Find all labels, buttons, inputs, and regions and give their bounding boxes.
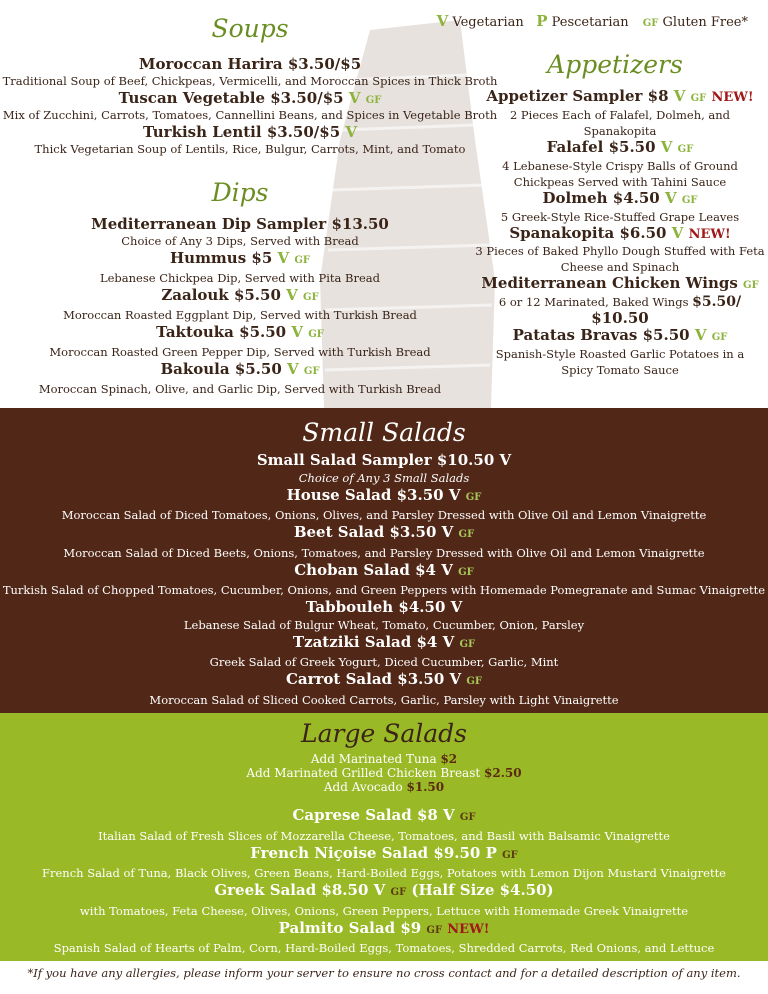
large-salads-addons xyxy=(0,752,768,794)
menu-item-desc: Chickpeas Served with Tahini Sauce xyxy=(513,175,727,189)
menu-item-desc: 5 Greek-Style Rice-Stuffed Grape Leaves xyxy=(500,210,740,224)
pescetarian-label: Pescetarian xyxy=(551,15,629,30)
menu-item-desc: Mix of Zucchini, Carrots, Tomatoes, Cannellini Beans, and Spices in Vegetable Broth xyxy=(2,108,498,122)
menu-item-desc: Moroccan Salad of Sliced Cooked Carrots, Garlic, Parsley with Light Vinaigrette xyxy=(149,692,619,707)
menu-item-name: Hummus $5 V GF xyxy=(169,249,311,267)
gluten-free-mark: GF xyxy=(642,18,659,29)
menu-item-name: Patatas Bravas $5.50 V GF xyxy=(512,326,728,344)
menu-item-desc: Choice of Any 3 Dips, Served with Bread xyxy=(121,234,359,248)
menu-item-desc: 2 Pieces Each of Falafel, Dolmeh, and xyxy=(509,108,731,122)
menu-item-name: Zaalouk $5.50 V GF xyxy=(161,286,319,304)
menu-item-desc: Spanish-Style Roasted Garlic Potatoes in a xyxy=(495,347,745,361)
dietary-legend xyxy=(437,12,748,30)
menu-item-name: Beet Salad $3.50 V GF xyxy=(293,523,475,541)
addon-item: Add Avocado $1.50 xyxy=(323,780,445,794)
menu-item-desc: Spanish Salad of Hearts of Palm, Corn, Hard-Boiled Eggs, Tomatoes, Shredded Carrots, Red Onions, and Lettuce xyxy=(53,941,715,955)
small-salads-list xyxy=(0,451,768,708)
menu-item-name: French Niçoise Salad $9.50 P GF xyxy=(250,843,518,862)
menu-item-desc: Moroccan Salad of Diced Beets, Onions, Tomatoes, and Parsley Dressed with Olive Oil and Lemon Vinaigrette xyxy=(63,545,705,560)
menu-item-desc: 4 Lebanese-Style Crispy Balls of Ground xyxy=(502,159,738,173)
menu-item-desc: Traditional Soup of Beef, Chickpeas, Vermicelli, and Moroccan Spices in Thick Broth xyxy=(2,74,498,88)
menu-item-name: Moroccan Harira $3.50/$5 xyxy=(138,55,362,73)
menu-item-name: Carrot Salad $3.50 V GF xyxy=(285,670,483,688)
pescetarian-mark: P xyxy=(536,12,548,30)
dips-heading: Dips xyxy=(211,178,269,207)
menu-item-desc: Moroccan Roasted Green Pepper Dip, Served with Turkish Bread xyxy=(49,345,431,359)
gluten-free-label: Gluten Free* xyxy=(662,15,748,30)
appetizers-list xyxy=(475,88,765,378)
menu-item-name: Mediterranean Chicken Wings GF xyxy=(481,274,759,292)
vegetarian-label: Vegetarian xyxy=(452,15,524,30)
menu-item-name: Taktouka $5.50 V GF xyxy=(156,323,324,341)
menu-item-name: Greek Salad $8.50 V GF (Half Size $4.50) xyxy=(214,881,554,899)
soups-heading: Soups xyxy=(211,14,289,43)
small-salads-heading: Small Salads xyxy=(302,418,466,447)
menu-item-desc: Moroccan Spinach, Olive, and Garlic Dip, Served with Turkish Bread xyxy=(38,382,442,396)
menu-item-name: Falafel $5.50 V GF xyxy=(546,138,694,156)
menu-item-desc: French Salad of Tuna, Black Olives, Green Beans, Hard-Boiled Eggs, Potatoes with Lemon Dijon Mustard Vinaigrette xyxy=(42,866,726,880)
menu-item-desc: Thick Vegetarian Soup of Lentils, Rice, Bulgur, Carrots, Mint, and Tomato xyxy=(34,142,466,156)
menu-item-desc: Turkish Salad of Chopped Tomatoes, Cucumber, Onions, and Green Peppers with Homemade Pomegranate and Sumac Vinaigrette xyxy=(2,583,766,597)
menu-item-desc: 3 Pieces of Baked Phyllo Dough Stuffed with Feta xyxy=(475,244,765,258)
dips-list xyxy=(0,215,480,397)
menu-item-name: Choban Salad $4 V GF xyxy=(294,560,474,579)
vegetarian-mark: V xyxy=(436,12,449,30)
menu-item-name: Dolmeh $4.50 V GF xyxy=(542,189,698,207)
large-salads-heading: Large Salads xyxy=(301,719,467,748)
menu-item-name: Tabbouleh $4.50 V xyxy=(305,598,463,616)
addon-item: Add Marinated Grilled Chicken Breast $2.50 xyxy=(246,766,522,780)
menu-item-name: Palmito Salad $9 GF NEW! xyxy=(278,918,490,937)
menu-item-desc: Moroccan Salad of Diced Tomatoes, Onions, Olives, and Parsley Dressed with Olive Oil and Lemon Vinaigrette xyxy=(61,508,707,522)
menu-item-desc: Lebanese Salad of Bulgur Wheat, Tomato, Cucumber, Onion, Parsley xyxy=(183,617,585,632)
menu-item-desc: Choice of Any 3 Small Salads xyxy=(298,470,470,485)
menu-item-desc: Moroccan Roasted Eggplant Dip, Served with Turkish Bread xyxy=(63,308,417,322)
small-salads-section xyxy=(0,408,768,713)
menu-item-desc: with Tomatoes, Feta Cheese, Olives, Onions, Green Peppers, Lettuce with Homemade Greek Vinaigrette xyxy=(79,903,689,918)
menu-item-name: Tzatziki Salad $4 V GF xyxy=(292,632,476,651)
menu-item-desc: 6 or 12 Marinated, Baked Wings $5.50/ xyxy=(498,294,742,310)
menu-item-desc: Spanakopita xyxy=(583,124,657,138)
menu-item-name: Small Salad Sampler $10.50 V xyxy=(256,451,512,469)
appetizers-heading: Appetizers xyxy=(547,50,683,79)
menu-item-desc: Italian Salad of Fresh Slices of Mozzarella Cheese, Tomatoes, and Basil with Balsamic Vinaigrette xyxy=(98,828,670,843)
menu-item-desc: Cheese and Spinach xyxy=(560,260,680,274)
menu-item-name: Bakoula $5.50 V GF xyxy=(160,360,320,378)
menu-item-desc: Spicy Tomato Sauce xyxy=(561,363,679,377)
menu-item-name: Spanakopita $6.50 V NEW! xyxy=(509,224,731,242)
menu-item-desc: Lebanese Chickpea Dip, Served with Pita Bread xyxy=(99,271,380,285)
menu-item-price-2: $10.50 xyxy=(591,309,649,327)
menu-item-name: Tuscan Vegetable $3.50/$5 V GF xyxy=(118,89,382,107)
menu-item-name: Turkish Lentil $3.50/$5 V xyxy=(142,123,358,141)
menu-item-name: House Salad $3.50 V GF xyxy=(286,485,482,504)
menu-item-name: Caprese Salad $8 V GF xyxy=(292,806,476,824)
large-salads-section xyxy=(0,713,768,961)
menu-item-name: Mediterranean Dip Sampler $13.50 xyxy=(91,215,389,233)
allergy-footnote: *If you have any allergies, please inform your server to ensure no cross contact and for a detailed description of any item. xyxy=(27,966,741,980)
large-salads-list xyxy=(0,806,768,956)
menu-item-desc: Greek Salad of Greek Yogurt, Diced Cucumber, Garlic, Mint xyxy=(209,655,559,669)
menu-item-name: Appetizer Sampler $8 V GF NEW! xyxy=(486,87,754,105)
soups-list xyxy=(0,55,500,157)
addon-item: Add Marinated Tuna $2 xyxy=(310,752,458,766)
